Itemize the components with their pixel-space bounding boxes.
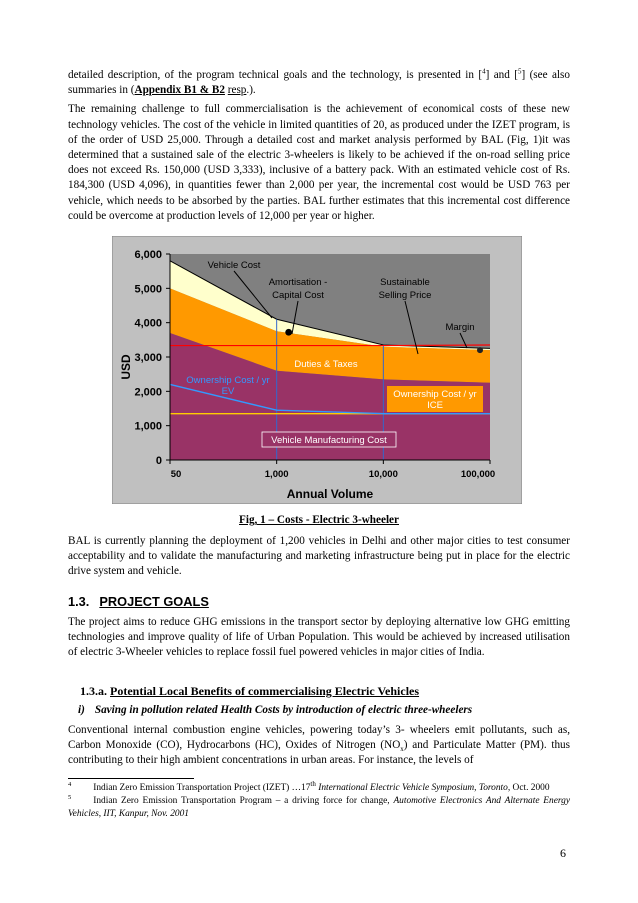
body-text-3 <box>68 615 570 665</box>
x-tick-label: 1,000 <box>264 469 289 480</box>
subsubsection-heading: i) Saving in pollution related Health Costs by introduction of electric three-wheelers <box>78 704 473 716</box>
x-tick-label: 10,000 <box>368 469 398 480</box>
label-vehicle-cost: Vehicle Cost <box>207 260 261 271</box>
label-ownership-ev-2: EV <box>221 386 235 397</box>
cost-chart <box>112 236 522 504</box>
label-selling-price: Selling Price <box>378 290 432 301</box>
y-tick-label: 5,000 <box>134 283 162 296</box>
footnote-5: $^5$ Indian Zero Emission Transportation Program – a driving force for change, Automotive Electronics And Alternate Energy Vehicles, IIT, Kanpur, Nov. 2001 <box>68 793 570 819</box>
label-manufacturing: Vehicle Manufacturing Cost <box>271 435 387 446</box>
footnotes <box>68 779 570 821</box>
y-tick-label: 2,000 <box>134 386 162 399</box>
y-tick-label: 3,000 <box>134 352 162 364</box>
section-heading: 1.3. PROJECT GOALS <box>68 594 209 609</box>
margin-marker <box>477 347 483 353</box>
body-text <box>68 68 570 228</box>
paragraph-intro: detailed description, of the program technical goals and the technology, is presented in [$^4$] and [$^5$] (see also summaries in (Appendix B1 & B2 resp.). <box>68 67 570 97</box>
y-axis-label: USD <box>119 354 133 380</box>
y-tick-label: 4,000 <box>134 317 162 330</box>
label-ownership-ev: Ownership Cost / yr <box>186 375 270 386</box>
body-text-4 <box>68 723 570 773</box>
label-ownership-ice-2: ICE <box>427 400 443 411</box>
page-number: 6 <box>560 846 566 860</box>
label-duties: Duties & Taxes <box>294 359 358 370</box>
body-text-2 <box>68 534 570 584</box>
appendix-link[interactable]: Appendix B1 & B2 <box>134 84 225 97</box>
y-tick-label: 1,000 <box>134 420 162 433</box>
x-tick-label: 50 <box>170 469 182 480</box>
y-tick-label: 6,000 <box>134 249 162 261</box>
footnote-rule <box>68 778 194 779</box>
label-capital-cost: Capital Cost <box>272 290 324 301</box>
paragraph-pollution: Conventional internal combustion engine vehicles, powering today’s 3- wheelers emit pollutants, such as, Carbon Monoxide (CO), Hydrocarbons (HC), Oxides of Nitrogen $(NO_x)$ and Particulate Matter (PM). thus contributing to their high ambient concentrations in urban areas. For instance, the levels of <box>68 724 570 767</box>
figure-caption: Fig, 1 – Costs - Electric 3-wheeler <box>239 514 399 526</box>
selling-price-line <box>170 345 490 346</box>
paragraph-commercialisation: The remaining challenge to full commercialisation is the achievement of economical costs of these new technology vehicles. The cost of the vehicle in limited quantities of 20, as produced under the IZET program, is of the order of USD 25,000. Through a detailed cost and market analysis performed by BAL (Fig, 1)it was determined that a sustained sale of the electric 3-wheelers is likely to be achieved if the on-road selling price does not exceed Rs. 150,000 (USD 3,333), inclusive of a battery pack. With an estimated vehicle cost of Rs. 184,300 (USD 4,096), in quantities fewer than 2,000 per year, the incremental cost would be USD 763 per vehicle, which needs to be absorbed by the parties. BAL further estimates that this incremental cost difference could be overcome at production levels of 12,000 per year or higher. <box>68 103 570 222</box>
paragraph-deployment: BAL is currently planning the deployment of 1,200 vehicles in Delhi and other major cities to test consumer acceptability and to validate the manufacturing and marketing infrastructure being put in place for the electric drive system and vehicle. <box>68 535 570 578</box>
y-tick-label: 0 <box>155 455 162 467</box>
label-margin: Margin <box>445 322 475 333</box>
x-axis-label: Annual Volume <box>286 487 374 501</box>
amortisation-marker <box>285 329 292 336</box>
label-sustainable: Sustainable <box>380 277 430 288</box>
x-tick-label: 100,000 <box>460 469 496 480</box>
label-amortisation: Amortisation - <box>268 277 328 288</box>
footnote-4: $^4$ Indian Zero Emission Transportation Project (IZET) …17th International Electric Vehicle Symposium, Toronto, Oct. 2000 <box>68 779 550 793</box>
paragraph-goals: The project aims to reduce GHG emissions in the transport sector by deploying alternative low GHG emitting technologies and improve quality of life of Urban Population. This would be achieved by increased utilisation of electric 3-Wheeler vehicles to replace fossil fuel powered vehicles in major cities of India. <box>68 616 570 659</box>
subsection-heading: 1.3.a. Potential Local Benefits of commercialising Electric Vehicles <box>80 684 420 698</box>
label-ownership-ice: Ownership Cost / yr <box>393 389 477 400</box>
